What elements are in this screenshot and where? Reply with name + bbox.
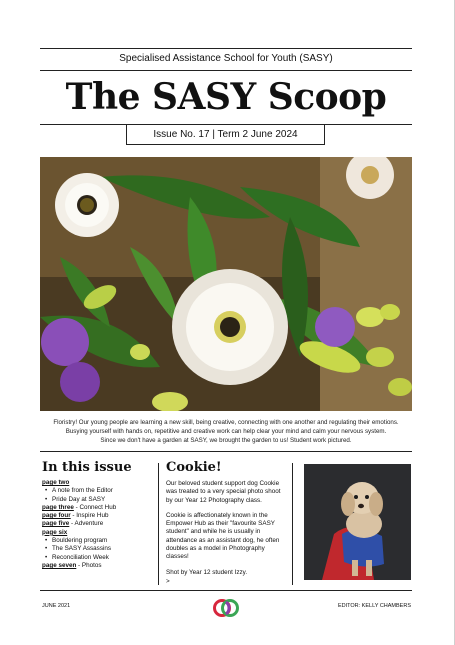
top-rule [40,48,412,49]
toc-item: • Reconciliation Week [42,554,154,562]
article-credit: Shot by Year 12 student Izzy. [166,568,248,576]
toc-item: • The SASY Assassins [42,545,154,553]
toc-item: - Adventure [69,520,104,528]
toc-link-page-seven[interactable]: page seven [42,561,77,569]
article-paragraph: Our beloved student support dog Cookie was treated to a very special photo shoot by our Year 12 Photography class. [166,480,281,504]
toc-title: In this issue [42,460,132,475]
masthead-title: The SASY Scoop [65,76,387,118]
article-title: Cookie! [166,460,222,475]
caption-line: Busying yourself with hands on, repetitive and creative work can help clear your mind and calm your nervous system. [65,428,387,435]
school-name: Specialised Assistance School for Youth (SASY) [119,53,333,64]
toc-link-page-five[interactable]: page five [42,520,70,528]
toc-link-page-two[interactable]: page two [42,479,70,486]
toc-item: - Photos [76,561,102,569]
toc-link-page-three[interactable]: page three [42,503,74,511]
floristry-photo [40,157,412,411]
cookie-dog-photo [304,464,411,580]
column-divider [158,463,159,585]
footer-date: JUNE 2021 [42,603,71,609]
article-paragraph: Cookie is affectionately known in the Empower Hub as their "favourite SASY student" and while he is usually in attendance as an assistant dog, he often doubles as a model in Photography classes! [166,511,280,561]
toc-link-page-six[interactable]: page six [42,528,68,536]
toc-item: • A note from the Editor [42,487,154,495]
issue-box: Issue No. 17 | Term 2 June 2024 [126,124,325,145]
dog-image [304,464,411,580]
cookie-article [166,460,288,593]
toc-item: - Connect Hub [73,503,117,511]
sasy-logo-icon [210,597,242,619]
photo-caption [40,418,412,445]
caption-line: Since we don't have a garden at SASY, we brought the garden to us! Student work pictured. [100,437,352,444]
footer-editor: EDITOR: KELLY CHAMBERS [337,603,411,609]
toc-link-page-four[interactable]: page four [42,512,71,520]
caption-line: Floristry! Our young people are learning a new skill, being creative, connecting with one another and regulating their emotions. [53,419,399,426]
footer-rule [40,590,412,591]
toc-item: - Inspire Hub [70,512,109,520]
continue-arrow[interactable]: > [166,577,170,585]
toc-item: • Bouldering program [42,537,154,545]
in-this-issue [42,460,154,570]
flower-arrangement-image [40,157,412,411]
section-rule [40,451,412,452]
school-rule [40,70,412,71]
toc-item: • Pride Day at SASY [42,496,154,504]
column-divider [292,463,293,585]
